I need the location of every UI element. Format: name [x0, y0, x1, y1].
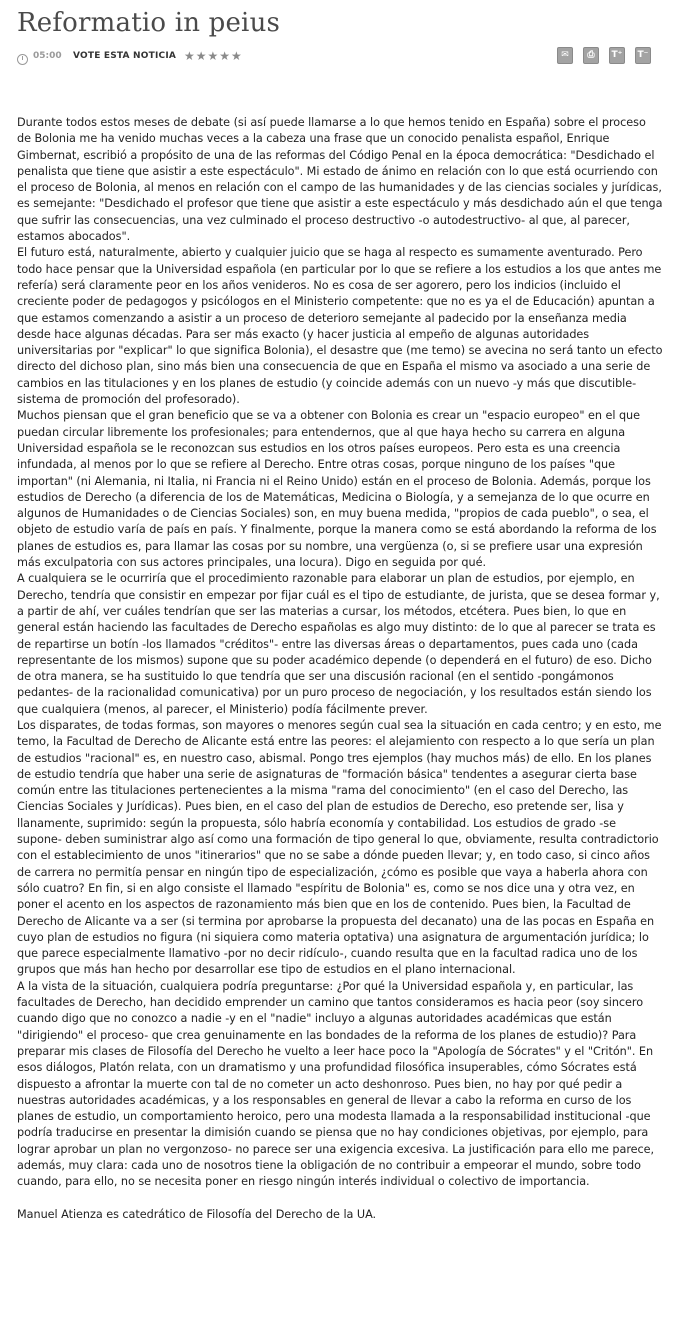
paragraph-4: A cualquiera se le ocurriría que el procedimiento razonable para elaborar un plan de estudios, por ejemplo, en Derecho, tendría que consistir en empezar por fijar cuál es el tipo de estudiante, de jurista, que se desea formar y, a partir de ahí, ver cuáles tendrían que ser las materias a cursar, los métodos, etcétera. Pues bien, lo que en general están haciendo las facultades de Derecho españolas es algo muy distinto: de lo que al parecer se trata es de repartirse un botín -los llamados "créditos"- entre las diversas áreas o departamentos, pues cada uno (cada representante de los mismos) supone que su poder académico depende (o dependerá en el futuro) de eso. Dicho de otra manera, se ha sustituido lo que tendría que ser una discusión racional (en el sentido -pongámonos pedantes- de la racionalidad comunicativa) por un puro proceso de negociación, y los resultados están siendo los que cualquiera (menos, al parecer, el Ministerio) podía fácilmente prever. [17, 572, 660, 716]
article-body [17, 115, 663, 1223]
paragraph-1: Durante todos estos meses de debate (si así puede llamarse a lo que hemos tenido en España) sobre el proceso de Bolonia me ha venido muchas veces a la cabeza una frase que un conocido penalista español, Enrique Gimbernat, escribió a propósito de una de las reformas del Código Penal en la época democrática: "Desdichado el penalista que tiene que asistir a este espectáculo". Mi estado de ánimo en relación con lo que está ocurriendo con el proceso de Bolonia, al menos en relación con el campo de las humanidades y de las ciencias sociales y jurídicas, es semejante: "Desdichado el profesor que tiene que asistir a este espectáculo y más desdichado aún el que tenga que sufrir las consecuencias, una vez culminado el proceso destructivo -o autodestructivo- al que, al parecer, estamos abocados". [17, 116, 663, 244]
clock-icon [17, 54, 28, 65]
paragraph-6: A la vista de la situación, cualquiera podría preguntarse: ¿Por qué la Universidad española y, en particular, las facultades de Derecho, han decidido emprender un camino que tantos consideramos es hacia peor (soy sincero cuando digo que no conozco a nadie -y en el "nadie" incluyo a algunas autoridades académicas que están "dirigiendo" el proceso- que crea genuinamente en las bondades de la reforma de los planes de estudio)? Para preparar mis clases de Filosofía del Derecho he vuelto a leer hace poco la "Apología de Sócrates" y el "Critón". En esos diálogos, Platón relata, con un dramatismo y una profundidad filosófica insuperables, cómo Sócrates está dispuesto a afrontar la muerte con tal de no cometer un acto deshonroso. Pues bien, no hay por qué pedir a nuestras autoridades académicas, y a los responsables en general de llevar a cabo la reforma en curso de los planes de estudio, un comportamiento heroico, pero una modesta llamada a la responsabilidad institucional -que podría traducirse en presentar la dimisión cuando se piensa que no hay condiciones objetivas, por ejemplo, para lograr aprobar un plan no vergonzoso- no parece ser una exigencia excesiva. La justificación para ello me parece, además, muy clara: cada uno de nosotros tiene la obligación de no contribuir a empeorar el mundo, sobre todo cuando, para ello, no se necesita poner en riesgo ningún interés individual o colectivo de importancia. [17, 979, 655, 1189]
paragraph-2: El futuro está, naturalmente, abierto y cualquier juicio que se haga al respecto es sumamente aventurado. Pero todo hace pensar que la Universidad española (en particular por lo que se refiere a los estudios a los que antes me refería) será claramente peor en los años venideros. No es cosa de ser agorero, pero los indicios (incluido el creciente poder de pedagogos y psicólogos en el Ministerio competente: que no es ya el de Educación) apuntan a que estamos comenzando a asistir a un proceso de deterioro semejante al padecido por la enseñanza media desde hace algunas décadas. Para ser más exacto (y hacer justicia al empeño de algunas autoridades universitarias por "explicar" lo que significa Bolonia), el desastre que (me temo) se avecina no será tanto un efecto directo del dichoso plan, sino más bien una consecuencia de que en España el mismo va asociado a una serie de cambios en las titulaciones y en los planes de estudio (y coincide además con un nuevo -y más que discutible- sistema de promoción del profesorado). [17, 246, 663, 407]
article-tools [557, 44, 657, 64]
font-increase-icon[interactable]: T⁺ [609, 47, 625, 64]
rating-stars[interactable]: ★★★★★ [184, 49, 243, 63]
font-decrease-icon[interactable]: T⁻ [635, 47, 651, 64]
vote-label: VOTE ESTA NOTICIA [73, 51, 177, 61]
paragraph-3: Muchos piensan que el gran beneficio que se va a obtener con Bolonia es crear un "espacio europeo" en el que puedan circular libremente los profesionales; para entendernos, que al que haya hecho su carrera en alguna Universidad española se le reconozcan sus estudios en los otros países europeos. Pero esta es una creencia infundada, al menos por lo que se refiere al Derecho. Entre otras cosas, porque ninguno de los países "que importan" (ni Alemania, ni Italia, ni Francia ni el Reino Unido) están en el proceso de Bolonia. Además, porque los estudios de Derecho (a diferencia de los de Matemáticas, Medicina o Biología, y a semejanza de lo que ocurre en algunos de Humanidades o de Ciencias Sociales) son, en muy buena medida, "propios de cada pueblo", o sea, el objeto de estudio varía de país en país. Y finalmente, porque la manera como se está abordando la reforma de los planes de estudios es, para llamar las cosas por su nombre, una vergüenza (o, si se prefiere usar una expresión más exculpatoria con sus actores principales, una locura). Digo en seguida por qué. [17, 409, 657, 570]
paragraph-5: Los disparates, de todas formas, son mayores o menores según cual sea la situación en cada centro; y en esto, me temo, la Facultad de Derecho de Alicante está entre las peores: el alejamiento con respecto a lo que sería un plan de estudios "racional" es, en nuestro caso, abismal. Pongo tres ejemplos (hay muchos más) de ello. En los planes de estudio tendría que haber una serie de asignaturas de "formación básica" tendentes a asegurar cierta base común entre las titulaciones pertenecientes a la misma "rama del conocimiento" (en el caso del Derecho, las Ciencias Sociales y Jurídicas). Pues bien, en el caso del plan de estudios de Derecho, eso pretende ser, lisa y llanamente, suprimido: según la propuesta, sólo habría economía y contabilidad. Los estudios de grado -se supone- deben suministrar algo así como una formación de tipo general lo que, obviamente, resulta contradictorio con el establecimiento de unos "itinerarios" que no se sabe a dónde pueden llevar; y, en todo caso, si cinco años de carrera no permitía pensar en ningún tipo de especialización, ¿cómo es posible que vaya a haberla ahora con sólo cuatro? En fin, si en algo consiste el llamado "espíritu de Bolonia" es, como se nos dice una y otra vez, en poner el acento en los aspectos de razonamiento más bien que en los de contenido. Pues bien, la Facultad de Derecho de Alicante va a ser (si termina por aprobarse la propuesta del decanato) una de las pocas en España en cuyo plan de estudios no figura (ni siquiera como materia optativa) una asignatura de argumentación jurídica; lo que parece especialmente llamativo -por no decir ridículo-, cuando resulta que en la facultad radica uno de los grupos que más han hecho por desarrollar ese tipo de estudios en el plano internacional. [17, 718, 662, 977]
article-meta [17, 50, 663, 70]
print-icon[interactable]: ⎙ [583, 47, 599, 64]
publish-time: 05:00 [33, 51, 62, 61]
author-signature: Manuel Atienza es catedrático de Filosofía del Derecho de la UA. [17, 1207, 377, 1221]
article-title: Reformatio in peius [17, 8, 281, 38]
email-icon[interactable]: ✉ [557, 47, 573, 64]
